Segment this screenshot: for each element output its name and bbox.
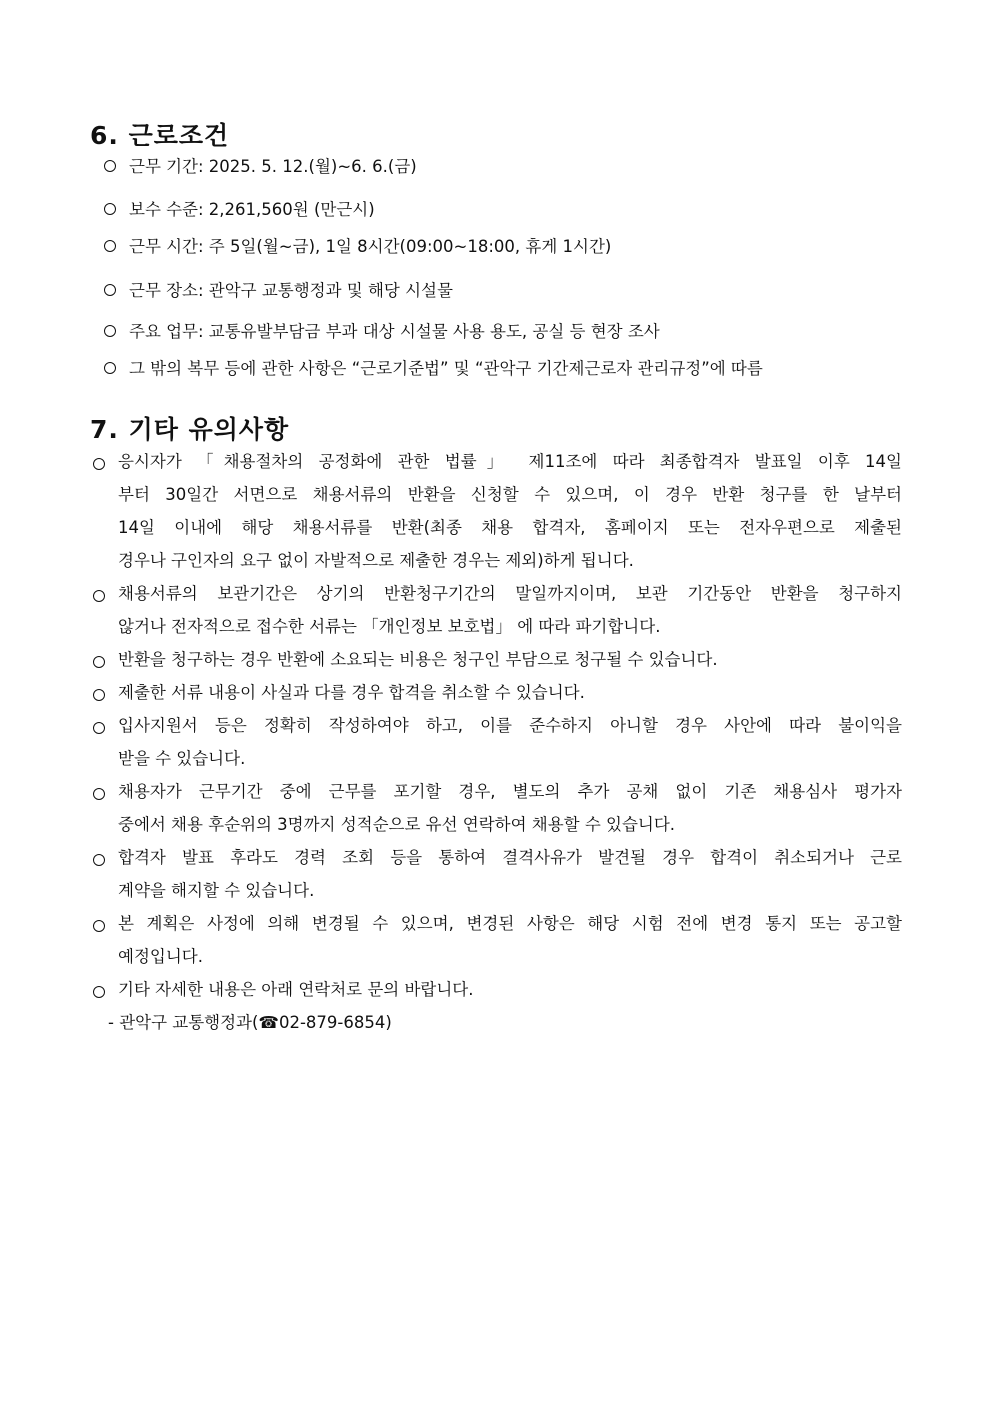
list-item: 주요 업무: 교통유발부담금 부과 대상 시설물 사용 용도, 공실 등 현장 조사	[104, 321, 660, 343]
list-item-line: 부터 30일간 서면으로 채용서류의 반환을 신청할 수 있으며, 이 경우 반환 청구를 한 날부터	[118, 485, 902, 504]
list-item: 근무 시간: 주 5일(월~금), 1일 8시간(09:00~18:00, 휴게 1시간)	[104, 236, 611, 258]
bullet-circle-icon	[93, 590, 105, 602]
bullet-circle-icon	[93, 920, 105, 932]
list-item-line: 입사지원서 등은 정확히 작성하여야 하고, 이를 준수하지 아니할 경우 사안에 따라 불이익을	[118, 716, 902, 735]
list-item-line: 채용서류의 보관기간은 상기의 반환청구기간의 말일까지이며, 보관 기간동안 반환을 청구하지	[118, 584, 902, 603]
list-item: 그 밖의 복무 등에 관한 사항은 “근로기준법” 및 “관악구 기간제근로자 관리규정”에 따름	[104, 358, 763, 380]
list-item-line: 계약을 해지할 수 있습니다.	[118, 881, 315, 900]
list-item-line: 제출한 서류 내용이 사실과 다를 경우 합격을 취소할 수 있습니다.	[118, 683, 585, 702]
bullet-circle-icon	[104, 362, 116, 374]
list-item: 근무 기간: 2025. 5. 12.(월)~6. 6.(금)	[104, 156, 417, 178]
list-item-line: 응시자가 「채용절차의 공정화에 관한 법률」 제11조에 따라 최종합격자 발표일 이후 14일	[118, 452, 902, 471]
list-item-line: 받을 수 있습니다.	[118, 749, 246, 768]
list-item-line: 반환을 청구하는 경우 반환에 소요되는 비용은 청구인 부담으로 청구될 수 있습니다.	[118, 650, 718, 669]
section-7-title: 7. 기타 유의사항	[90, 415, 290, 444]
list-item-line: 예정입니다.	[118, 947, 203, 966]
list-item-line: 14일 이내에 해당 채용서류를 반환(최종 채용 합격자, 홈페이지 또는 전자우편으로 제출된	[118, 518, 902, 537]
list-item-line: 경우나 구인자의 요구 없이 자발적으로 제출한 경우는 제외)하게 됩니다.	[118, 551, 634, 570]
bullet-circle-icon	[93, 458, 105, 470]
contact-info: - 관악구 교통행정과(☎02-879-6854)	[108, 1013, 392, 1032]
bullet-circle-icon	[93, 986, 105, 998]
list-item-line: 중에서 채용 후순위의 3명까지 성적순으로 유선 연락하여 채용할 수 있습니다.	[118, 815, 676, 834]
bullet-circle-icon	[104, 325, 116, 337]
bullet-circle-icon	[104, 240, 116, 252]
list-item: 근무 장소: 관악구 교통행정과 및 해당 시설물	[104, 280, 453, 302]
list-item-line: 않거나 전자적으로 접수한 서류는 「개인정보 보호법」 에 따라 파기합니다.	[118, 617, 661, 636]
list-item-line: 기타 자세한 내용은 아래 연락처로 문의 바랍니다.	[118, 980, 474, 999]
bullet-circle-icon	[104, 160, 116, 172]
bullet-circle-icon	[104, 203, 116, 215]
list-item-line: 본 계획은 사정에 의해 변경될 수 있으며, 변경된 사항은 해당 시험 전에 변경 통지 또는 공고할	[118, 914, 902, 933]
bullet-circle-icon	[93, 788, 105, 800]
list-item-line: 채용자가 근무기간 중에 근무를 포기할 경우, 별도의 추가 공채 없이 기존 채용심사 평가자	[118, 782, 902, 801]
section-6-title: 6. 근로조건	[90, 121, 230, 150]
bullet-circle-icon	[104, 284, 116, 296]
list-item-line: 합격자 발표 후라도 경력 조회 등을 통하여 결격사유가 발견될 경우 합격이 취소되거나 근로	[118, 848, 902, 867]
bullet-circle-icon	[93, 854, 105, 866]
list-item: 보수 수준: 2,261,560원 (만근시)	[104, 199, 375, 221]
bullet-circle-icon	[93, 722, 105, 734]
bullet-circle-icon	[93, 656, 105, 668]
bullet-circle-icon	[93, 689, 105, 701]
